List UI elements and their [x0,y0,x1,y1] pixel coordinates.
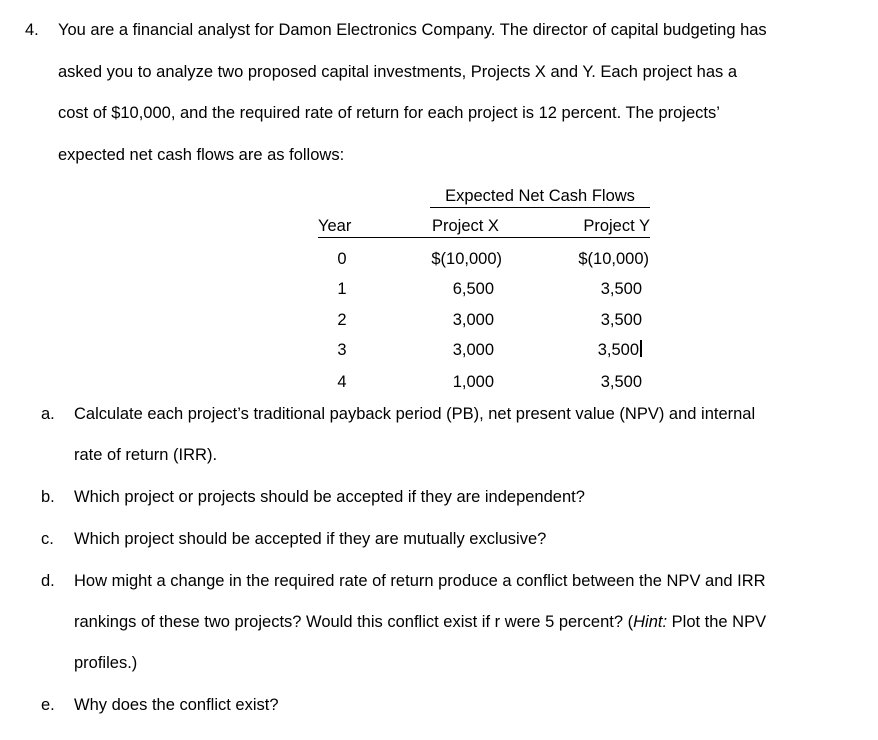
part-c-line-1: Which project should be accepted if they are mutually exclusive? [74,530,547,548]
table-cell-project-x: 3,000 [452,311,494,329]
table-cell-project-y-with-cursor [545,340,642,360]
table-cell-project-y: 3,500 [597,341,639,359]
column-header-project-x: Project X [432,217,499,235]
table-cell-year: 3 [337,341,347,359]
question-number: 4. [25,21,39,39]
part-d-line-2-tail: Plot the NPV [667,613,767,631]
table-cell-year: 4 [337,373,347,391]
part-d-letter: d. [41,572,55,590]
table-cell-project-x: $(10,000) [431,250,502,268]
table-cell-year: 2 [337,311,347,329]
part-a-line-1: Calculate each project’s traditional payback period (PB), net present value (NPV) and internal [74,405,756,423]
table-group-header: Expected Net Cash Flows [445,187,635,205]
table-cell-project-x: 1,000 [452,373,494,391]
table-cell-project-y: 3,500 [600,373,642,391]
part-b-line-1: Which project or projects should be accepted if they are independent? [74,488,585,506]
hint-label: Hint: [633,613,668,631]
part-d-line-2 [74,612,766,632]
part-e-line-1: Why does the conflict exist? [74,696,279,714]
table-cell-project-y: 3,500 [600,280,642,298]
part-b-letter: b. [41,488,55,506]
column-header-project-y: Project Y [583,217,650,235]
table-cell-project-x: 3,000 [452,341,494,359]
question-line-2: asked you to analyze two proposed capital investments, Projects X and Y. Each project has a [58,63,738,81]
question-line-4: expected net cash flows are as follows: [58,146,345,164]
part-a-letter: a. [41,405,55,423]
table-cell-project-y: 3,500 [600,311,642,329]
part-a-line-2: rate of return (IRR). [74,446,218,464]
part-d-line-3: profiles.) [74,654,138,672]
part-e-letter: e. [41,696,55,714]
column-header-underline [318,237,650,238]
question-line-3: cost of $10,000, and the required rate of return for each project is 12 percent. The projects’ [58,104,720,122]
column-header-year: Year [318,217,352,235]
part-c-letter: c. [41,530,54,548]
table-cell-project-x: 6,500 [452,280,494,298]
part-d-line-2-text: rankings of these two projects? Would this conflict exist if r were 5 percent? ( [74,613,634,631]
part-d-line-1: How might a change in the required rate of return produce a conflict between the NPV and IRR [74,572,766,590]
table-cell-year: 1 [337,280,347,298]
group-header-underline [430,207,650,208]
question-line-1: You are a financial analyst for Damon Electronics Company. The director of capital budgeting has [58,21,767,39]
text-cursor [640,340,642,357]
table-cell-project-y: $(10,000) [578,250,649,268]
table-cell-year: 0 [337,250,347,268]
